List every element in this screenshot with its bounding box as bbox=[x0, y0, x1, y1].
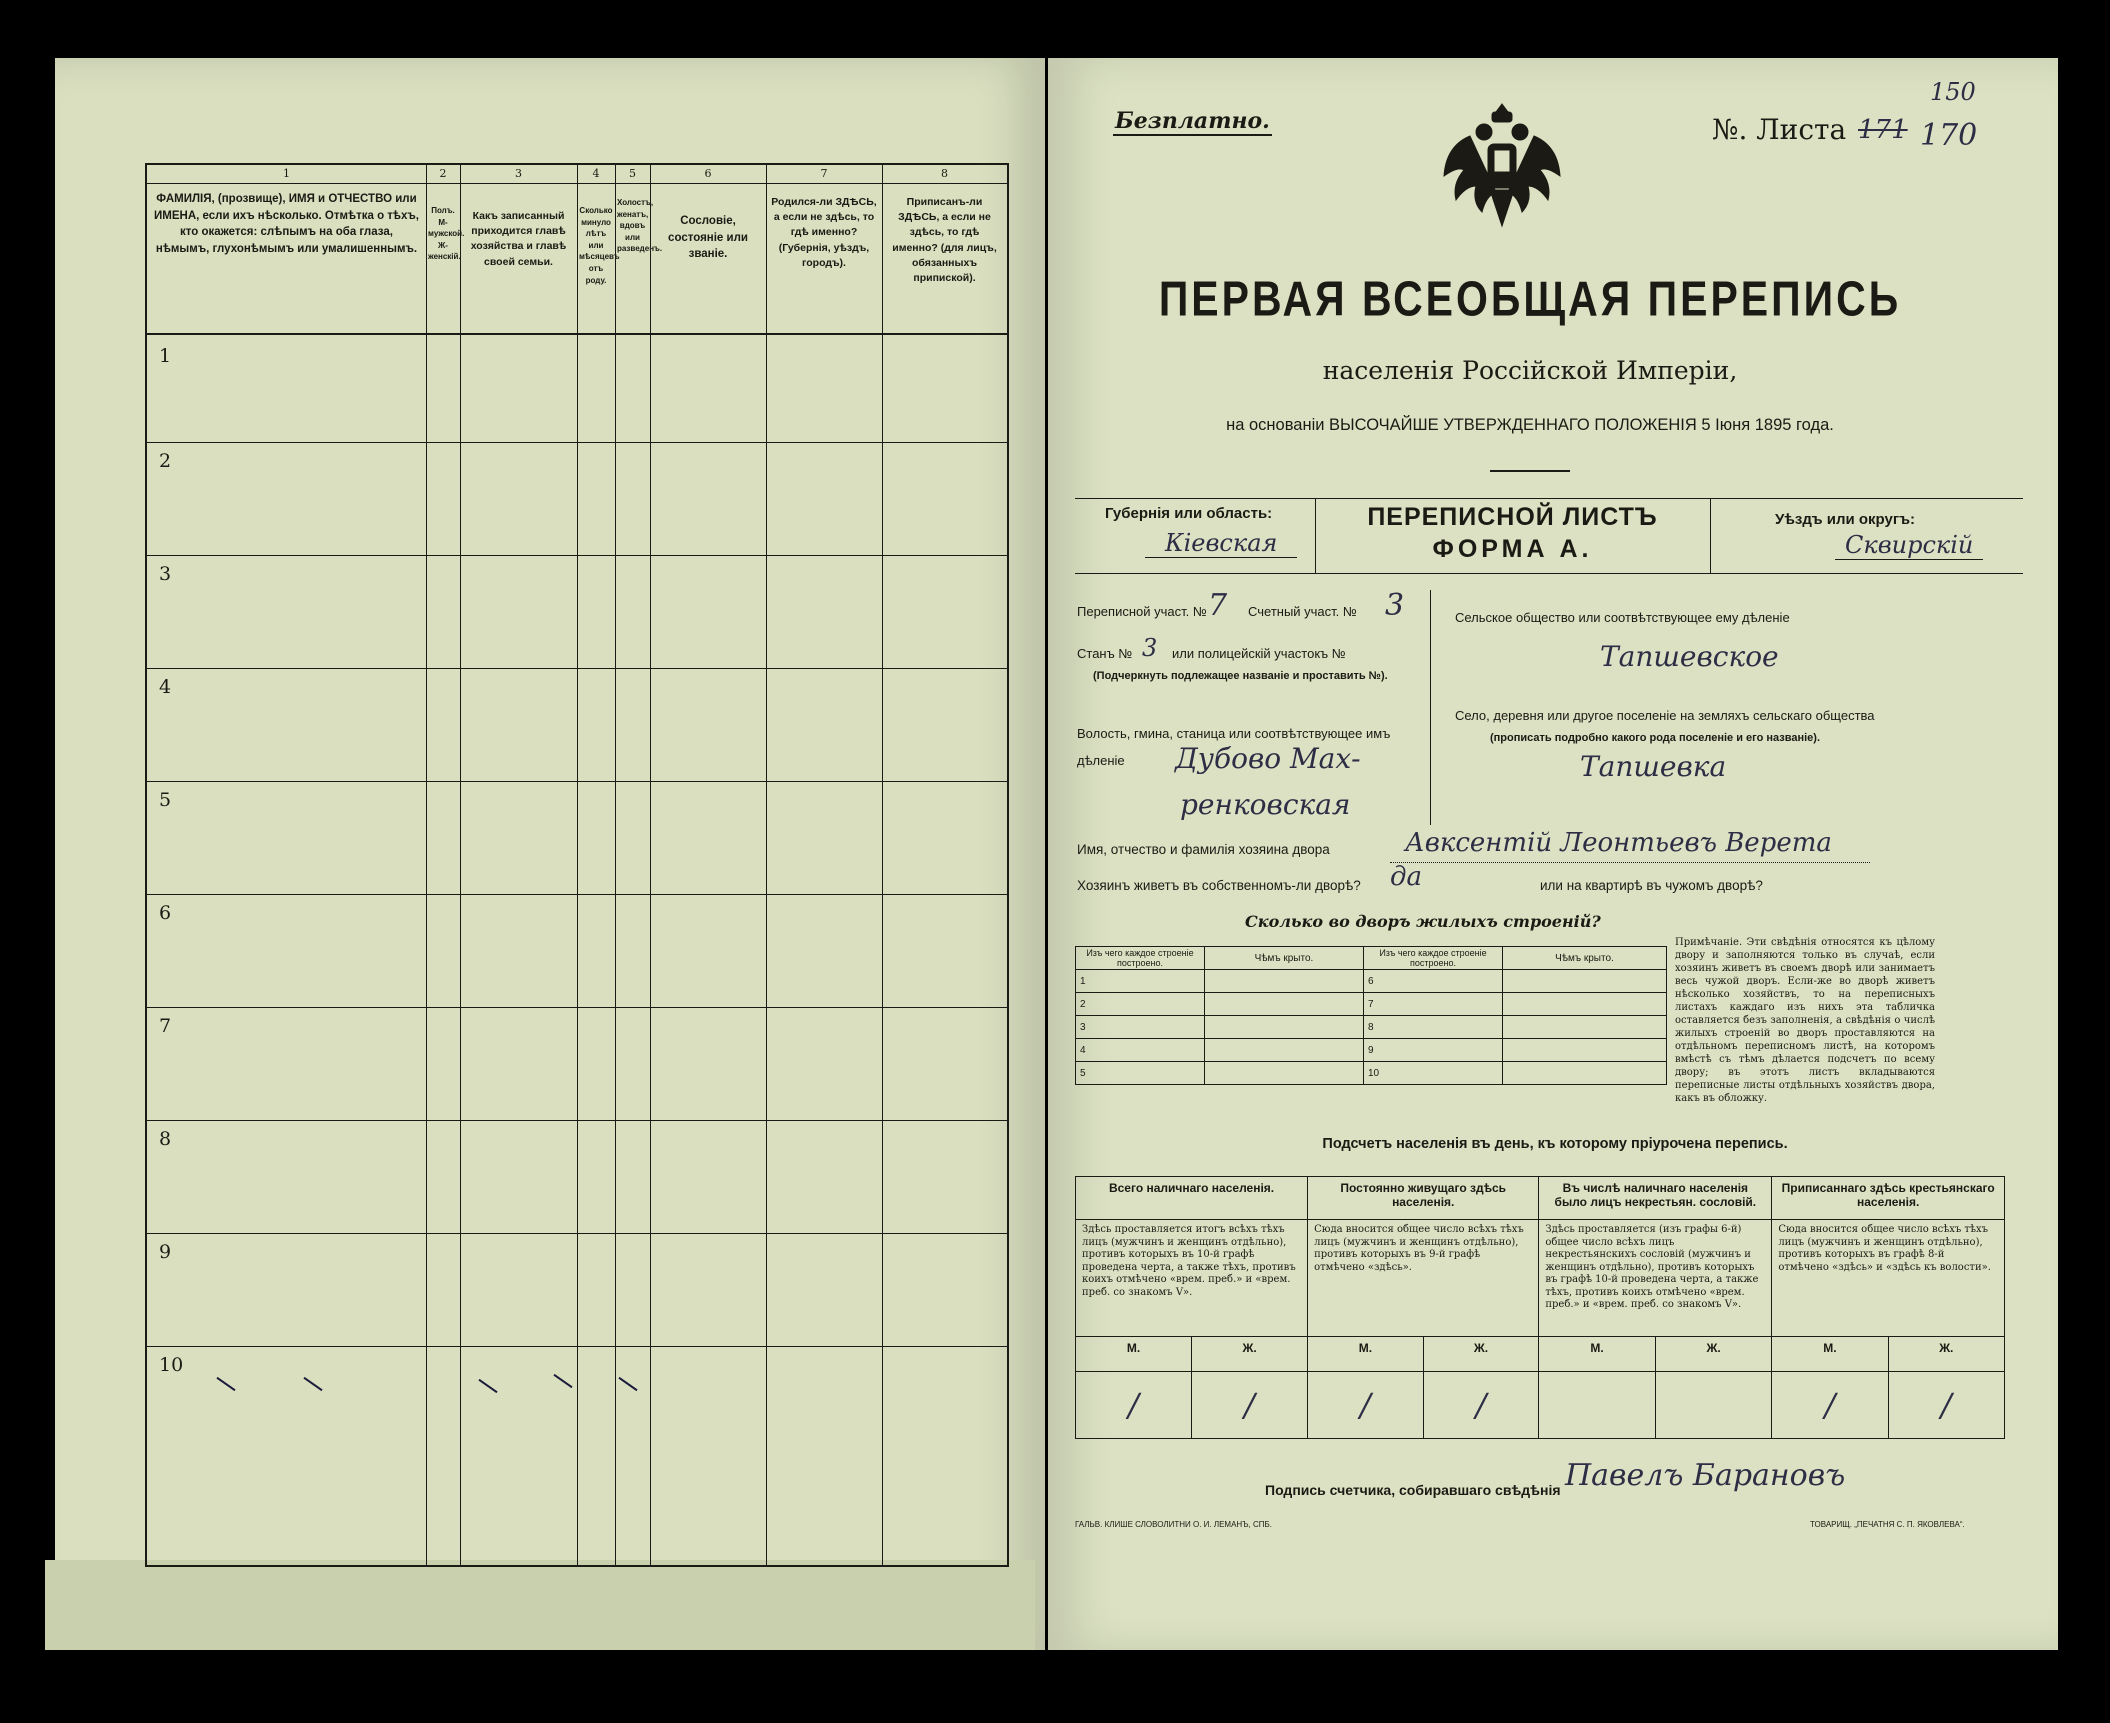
building-row: 8 bbox=[1364, 1016, 1503, 1039]
uezd-value: Сквирскій bbox=[1835, 531, 1983, 560]
male-column-header: М. bbox=[1076, 1337, 1192, 1372]
column-number: 3 bbox=[515, 167, 522, 180]
volost-label: Волость, гмина, станица или соотвѣтствующее имъ дѣленіе bbox=[1077, 726, 1391, 769]
column-number: 7 bbox=[820, 167, 828, 180]
column-header-relation: Какъ записанный приходится главѣ хозяйства и главѣ своей семьи. bbox=[470, 210, 567, 268]
buildings-table bbox=[1075, 946, 1667, 1085]
sheet-number-struck: 171 bbox=[1858, 115, 1908, 145]
imprint-left: ГАЛЬВ. КЛИШЕ СЛОВОЛИТНИ О. И. ЛЕМАНЪ, СПБ. bbox=[1075, 1520, 1272, 1529]
rented-yard-label: или на квартирѣ въ чужомъ дворѣ? bbox=[1540, 878, 1763, 893]
building-row: 7 bbox=[1364, 993, 1503, 1016]
village-society-label: Сельское общество или соотвѣтствующее ему дѣленіе bbox=[1455, 610, 1790, 625]
population-description: Здѣсь проставляется (изъ графы 6-й) общее число всѣхъ лицъ некрестьянскихъ сословій (мужчинъ и женщинъ отдѣльно), противъ которыхъ въ графѣ 10-й проведена черта, а также тѣхъ, противъ коихъ отмѣчено «врем. преб.» и «врем. преб. со знакомъ V». bbox=[1539, 1220, 1772, 1337]
population-header-total: Всего наличнаго населенія. bbox=[1076, 1177, 1308, 1220]
sheet-number-handwritten: 170 bbox=[1920, 118, 1978, 153]
handwritten-dash bbox=[216, 1377, 235, 1391]
population-value: / bbox=[1308, 1372, 1424, 1439]
village-note: (прописать подробно какого рода поселеніе и его названіе). bbox=[1490, 732, 1821, 744]
police-precinct-label: или полицейскій участокъ № bbox=[1172, 646, 1346, 661]
gubernia-value: Кіевская bbox=[1145, 529, 1297, 558]
row-number: 4 bbox=[159, 676, 172, 698]
buildings-roof-header: Чѣмъ крыто. bbox=[1205, 947, 1364, 970]
building-row: 2 bbox=[1076, 993, 1205, 1016]
form-letter: ФОРМА А. bbox=[1432, 535, 1593, 563]
village-label: Село, деревня или другое поселеніе на земляхъ сельскаго общества bbox=[1455, 708, 1875, 723]
row-number: 8 bbox=[159, 1128, 172, 1150]
underlying-sheet-edge bbox=[45, 1560, 1035, 1650]
building-row: 5 bbox=[1076, 1062, 1205, 1085]
handwritten-dash bbox=[303, 1377, 322, 1391]
column-header-sex: Полъ. М-мужской. Ж-женскій. bbox=[428, 206, 465, 262]
column-number: 1 bbox=[283, 167, 290, 180]
counting-precinct-value: 3 bbox=[1385, 588, 1405, 623]
row-number: 10 bbox=[159, 1354, 184, 1376]
row-number: 3 bbox=[159, 563, 172, 585]
column-header-marital: Холостъ, женатъ, вдовъ или разведенъ. bbox=[617, 198, 663, 254]
field-divider bbox=[1430, 590, 1431, 825]
population-count-title: Подсчетъ населенія въ день, къ которому пріурочена перепись. bbox=[1322, 1136, 1788, 1152]
population-value bbox=[1539, 1372, 1655, 1439]
stan-note: (Подчеркнуть подлежащее названіе и проставить №). bbox=[1093, 670, 1388, 682]
own-yard-value: да bbox=[1390, 862, 1422, 892]
column-number: 6 bbox=[704, 167, 712, 180]
note-text: Примѣчаніе. Эти свѣдѣнія относятся къ цѣлому двору и заполняются только въ случаѣ, если хозяинъ живетъ въ своемъ дворѣ или занимаетъ весь чужой дворъ. Если-же во дворѣ живетъ нѣсколько хозяйствъ, то на переписныхъ листахъ каждаго изъ нихъ эта табличка оставляется безъ заполненія, а свѣдѣнія о числѣ жилыхъ строеній во дворъ проставляются на отдѣльномъ переписномъ листѣ, на которомъ вмѣстѣ съ тѣмъ дѣлается подсчетъ по всему двору; въ этотъ листъ вкладываются переписные листы отдѣльныхъ хозяйствъ двора, какъ въ обложку. bbox=[1675, 937, 1935, 1104]
female-column-header: Ж. bbox=[1423, 1337, 1539, 1372]
male-column-header: М. bbox=[1772, 1337, 1888, 1372]
owner-label: Имя, отчество и фамилія хозяина двора bbox=[1077, 842, 1330, 857]
male-column-header: М. bbox=[1308, 1337, 1424, 1372]
population-description: Сюда вносится общее число всѣхъ тѣхъ лицъ (мужчинъ и женщинъ отдѣльно), противъ которыхъ въ графѣ 8-й отмѣчено «здѣсь» и «здѣсь къ волости». bbox=[1772, 1220, 2005, 1337]
row-number: 7 bbox=[159, 1015, 172, 1037]
population-value: / bbox=[1772, 1372, 1888, 1439]
column-header-registered: Приписанъ-ли ЗДѢСЬ, а если не здѣсь, то гдѣ именно? (для лицъ, обязанныхъ припиской). bbox=[892, 196, 997, 285]
female-column-header: Ж. bbox=[1192, 1337, 1308, 1372]
population-value: / bbox=[1888, 1372, 2004, 1439]
sheet-number-label: №. Листа bbox=[1712, 113, 1847, 146]
owner-value: Авксентій Леонтьевъ Верета bbox=[1405, 828, 1832, 858]
population-header-non-peasant: Въ числѣ наличнаго населенія было лицъ некрестьян. сословій. bbox=[1539, 1177, 1772, 1220]
buildings-material-header: Изъ чего каждое строеніе построено. bbox=[1076, 947, 1205, 970]
row-number: 2 bbox=[159, 450, 172, 472]
population-value: / bbox=[1192, 1372, 1308, 1439]
column-header-birthplace: Родился-ли ЗДѢСЬ, а если не здѣсь, то гдѣ именно? (Губернія, уѣздъ, городъ). bbox=[771, 196, 877, 269]
column-number: 5 bbox=[629, 167, 636, 180]
free-label: Безплатно. bbox=[1115, 108, 1270, 134]
imprint-right: ТОВАРИЩ. „ПЕЧАТНЯ С. П. ЯКОВЛЕВА“. bbox=[1810, 1520, 1965, 1529]
male-column-header: М. bbox=[1539, 1337, 1655, 1372]
row-number: 1 bbox=[159, 345, 172, 367]
row-number: 9 bbox=[159, 1241, 172, 1263]
census-ledger-table bbox=[145, 163, 1009, 1567]
ornament-divider bbox=[1490, 470, 1570, 472]
building-row: 9 bbox=[1364, 1039, 1503, 1062]
column-header-age: Сколько минуло лѣтъ или мѣсяцевъ отъ роду. bbox=[579, 206, 620, 285]
archive-number-corner: 150 bbox=[1930, 78, 1976, 106]
buildings-question: Сколько во дворъ жилыхъ строеній? bbox=[1245, 912, 1601, 931]
volost-value-line-2: ренковская bbox=[1180, 788, 1351, 821]
population-value bbox=[1655, 1372, 1772, 1439]
building-row: 10 bbox=[1364, 1062, 1503, 1085]
female-column-header: Ж. bbox=[1888, 1337, 2004, 1372]
column-number: 4 bbox=[592, 167, 600, 180]
building-row: 4 bbox=[1076, 1039, 1205, 1062]
column-header-estate: Сословіе, состояніе или званіе. bbox=[668, 215, 748, 261]
population-header-permanent: Постоянно живущаго здѣсь населенія. bbox=[1308, 1177, 1539, 1220]
enumerator-signature: Павелъ Барановъ bbox=[1565, 1458, 1846, 1493]
counting-precinct-label: Счетный участ. № bbox=[1248, 604, 1357, 619]
handwritten-dash bbox=[553, 1374, 572, 1388]
census-precinct-value: 7 bbox=[1208, 588, 1228, 623]
handwritten-dash bbox=[618, 1377, 637, 1391]
column-number: 8 bbox=[941, 167, 948, 180]
document-subtitle: населенія Россійской Имперіи, bbox=[1322, 356, 1738, 385]
population-header-peasant: Приписаннаго здѣсь крестьянскаго населенія. bbox=[1772, 1177, 2005, 1220]
population-value: / bbox=[1423, 1372, 1539, 1439]
population-description: Здѣсь проставляется итогъ всѣхъ тѣхъ лицъ (мужчинъ и женщинъ отдѣльно), противъ которыхъ въ 10-й графѣ проведена черта, а также тѣхъ, противъ коихъ отмѣчено «врем. преб.» и «врем. преб. со знакомъ V». bbox=[1076, 1220, 1308, 1337]
uezd-label: Уѣздъ или округъ: bbox=[1775, 511, 1916, 528]
population-description: Сюда вносится общее число всѣхъ тѣхъ лицъ (мужчинъ и женщинъ отдѣльно), противъ которыхъ въ 9-й графѣ отмѣчено «здѣсь». bbox=[1308, 1220, 1539, 1337]
female-column-header: Ж. bbox=[1655, 1337, 1772, 1372]
form-title: ПЕРЕПИСНОЙ ЛИСТЪ bbox=[1367, 503, 1658, 531]
census-precinct-label: Переписной участ. № bbox=[1077, 604, 1207, 619]
signature-label: Подпись счетчика, собиравшаго свѣдѣнія bbox=[1265, 1482, 1561, 1498]
population-value: / bbox=[1076, 1372, 1192, 1439]
column-header-name: ФАМИЛІЯ, (прозвище), ИМЯ и ОТЧЕСТВО или ИМЕНА, если ихъ нѣсколько. Отмѣтка о тѣхъ, кто окажется: слѣпымъ на оба глаза, нѣмымъ, глухонѣмымъ или умалишеннымъ. bbox=[154, 193, 419, 256]
own-yard-label: Хозяинъ живетъ въ собственномъ-ли дворѣ? bbox=[1077, 878, 1361, 893]
buildings-roof-header: Чѣмъ крыто. bbox=[1503, 947, 1667, 970]
form-header-block bbox=[1075, 498, 2023, 574]
legal-basis: на основаніи ВЫСОЧАЙШЕ УТВЕРЖДЕННАГО ПОЛОЖЕНІЯ 5 Іюня 1895 года. bbox=[1226, 416, 1834, 434]
volost-value-line-1: Дубово Мах- bbox=[1175, 742, 1361, 775]
column-number: 2 bbox=[439, 167, 447, 180]
imperial-eagle-emblem bbox=[1440, 98, 1564, 238]
stan-label: Станъ № bbox=[1077, 646, 1133, 661]
handwritten-dash bbox=[478, 1379, 497, 1393]
document-title: ПЕРВАЯ ВСЕОБЩАЯ ПЕРЕПИСЬ bbox=[1158, 271, 1902, 327]
row-number: 6 bbox=[159, 902, 172, 924]
building-row: 1 bbox=[1076, 970, 1205, 993]
village-value: Тапшевка bbox=[1580, 750, 1727, 783]
buildings-material-header: Изъ чего каждое строеніе построено. bbox=[1364, 947, 1503, 970]
gubernia-label: Губернія или область: bbox=[1105, 505, 1273, 522]
population-table bbox=[1075, 1176, 2005, 1439]
village-society-value: Тапшевское bbox=[1600, 640, 1779, 673]
building-row: 6 bbox=[1364, 970, 1503, 993]
stan-value: 3 bbox=[1142, 634, 1158, 662]
row-number: 5 bbox=[159, 789, 172, 811]
building-row: 3 bbox=[1076, 1016, 1205, 1039]
